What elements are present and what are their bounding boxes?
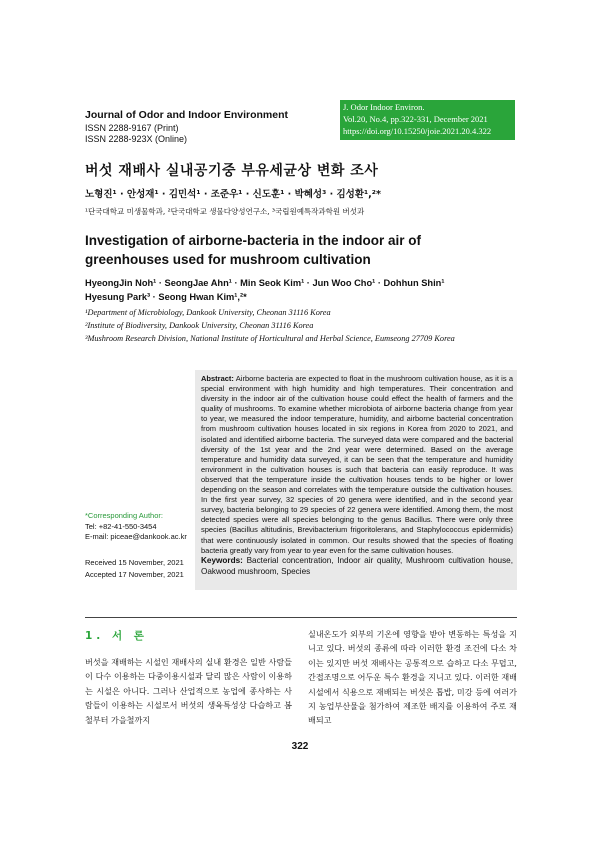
abstract-text: Airborne bacteria are expected to float in the mushroom cultivation house, as it is a special environment with high humidity and high temperatures. Their concentration and diversity in the indoor air of the cultivation house could effect the health of farmers and the quality of mushrooms. To examine whether microbiota of airborne bacteria change from year to year, we measured the indoor temperature, humidity, and airborne bacterial concentration from mushroom cultivation houses located in six regions in Korea from 2020 to 2021, and isolated and identified airborne bacteria. The surveyed data were compared and the bacterial diversity of the 1st year and the 2nd year were determined. Based on the average temperature and humidity data surveyed, it can be seen that the temperature and humidity environment in the cultivation houses is such that bacteria can easily reproduce. It was observed that the temperature inside the cultivation houses tends to be higher or lower depending on the season and correlates with the temperature outside the cultivation houses. In the first year survey, 32 species of 20 genera were identified, and in the second year survey, bacteria belonging to 29 species of 22 genera were identified. Among them, the most detected species were all species belonging to the genus Bacillus. There were only three species (Bacillus altitudinis, Brevibacterium frigoritolerans, and Staphylococcus epidermidis) that were continuously isolated in common. Our results showed that the species of floating bacteria greatly vary from year to year even for the same cultivation houses. xyxy=(201,374,514,555)
journal-citation-box xyxy=(340,100,515,140)
section-heading: 1. 서 론 xyxy=(85,630,148,642)
abstract xyxy=(201,374,513,556)
corresponding-author xyxy=(85,511,187,543)
keywords-text: Bacterial concentration, Indoor air quality, Mushroom cultivation house, Oakwood mushroom, Species xyxy=(201,556,513,576)
journal-abbrev: J. Odor Indoor Environ. xyxy=(343,102,425,112)
english-authors xyxy=(85,276,505,304)
authors-line-2: Hyesung Park³ · Seong Hwan Kim¹,²* xyxy=(85,292,247,302)
dates xyxy=(85,557,184,580)
accepted-date: Accepted 17 November, 2021 xyxy=(85,569,184,579)
journal-doi: https://doi.org/10.15250/joie.2021.20.4.322 xyxy=(343,126,492,136)
journal-name: Journal of Odor and Indoor Environment xyxy=(85,109,289,121)
authors-line-1: HyeongJin Noh¹ · SeongJae Ahn¹ · Min Seok Kim¹ · Jun Woo Cho¹ · Dohhun Shin¹ xyxy=(85,278,445,288)
english-title: Investigation of airborne-bacteria in the indoor air of greenhouses used for mushroom cultivation xyxy=(85,233,422,267)
korean-authors: 노형진¹ · 안성재¹ · 김민석¹ · 조준우¹ · 신도훈¹ · 박혜성³ · 김성환¹,²* xyxy=(85,189,381,200)
received-date: Received 15 November, 2021 xyxy=(85,558,184,567)
body-right-column: 실내온도가 외부의 기온에 영향을 받아 변동하는 특성을 지니고 있다. 버섯의 종류에 따라 이러한 환경 조건에 다소 차이는 있지만 버섯 재배사는 공통적으로 습하고 다소 무덥고, 간접조명으로 어두운 특수 환경을 지니고 있다. 이러한 재배시설에서 식용으로 재배되는 버섯은 톱밥, 미강 등에 여러가지 농업부산물을 첨가하여 제조한 배지를 이용하여 주로 재배되고 xyxy=(308,629,517,726)
affiliation-3: ³Mushroom Research Division, National Institute of Horticultural and Herbal Science, Eumseong 27709 Korea xyxy=(85,334,455,343)
divider xyxy=(85,617,517,618)
issn-online: ISSN 2288-923X (Online) xyxy=(85,134,188,144)
korean-title: 버섯 재배사 실내공기중 부유세균상 변화 조사 xyxy=(85,163,379,179)
corresponding-email: E-mail: piceae@dankook.ac.kr xyxy=(85,532,187,541)
korean-affiliations: ¹단국대학교 미생물학과, ²단국대학교 생물다양성연구소, ³국립원예특작과학원 버섯과 xyxy=(85,207,365,216)
corresponding-tel: Tel: +82-41-550-3454 xyxy=(85,521,157,531)
abstract-label: Abstract: xyxy=(201,374,234,383)
corresponding-label: *Corresponding Author: xyxy=(85,511,163,520)
page-number: 322 xyxy=(291,741,309,752)
affiliation-2: ²Institute of Biodiversity, Dankook University, Cheonan 31116 Korea xyxy=(85,321,314,330)
keywords-label: Keywords: xyxy=(201,556,243,565)
keywords xyxy=(201,555,513,577)
issn-print: ISSN 2288-9167 (Print) xyxy=(85,123,179,133)
body-left-column: 버섯을 재배하는 시설인 재배사의 실내 환경은 일반 사람들이 다수 이용하는 다중이용시설과 달리 많은 사람이 이용하는 시설은 아니다. 그러나 산업적으로 농업에 종사하는 사람들이 이용하는 시설로서 버섯의 생육특성상 다습하고 봄철부터 가을철까지 xyxy=(85,657,292,725)
journal-volume: Vol.20, No.4, pp.322-331, December 2021 xyxy=(343,114,488,124)
affiliation-1: ¹Department of Microbiology, Dankook University, Cheonan 31116 Korea xyxy=(85,308,331,317)
